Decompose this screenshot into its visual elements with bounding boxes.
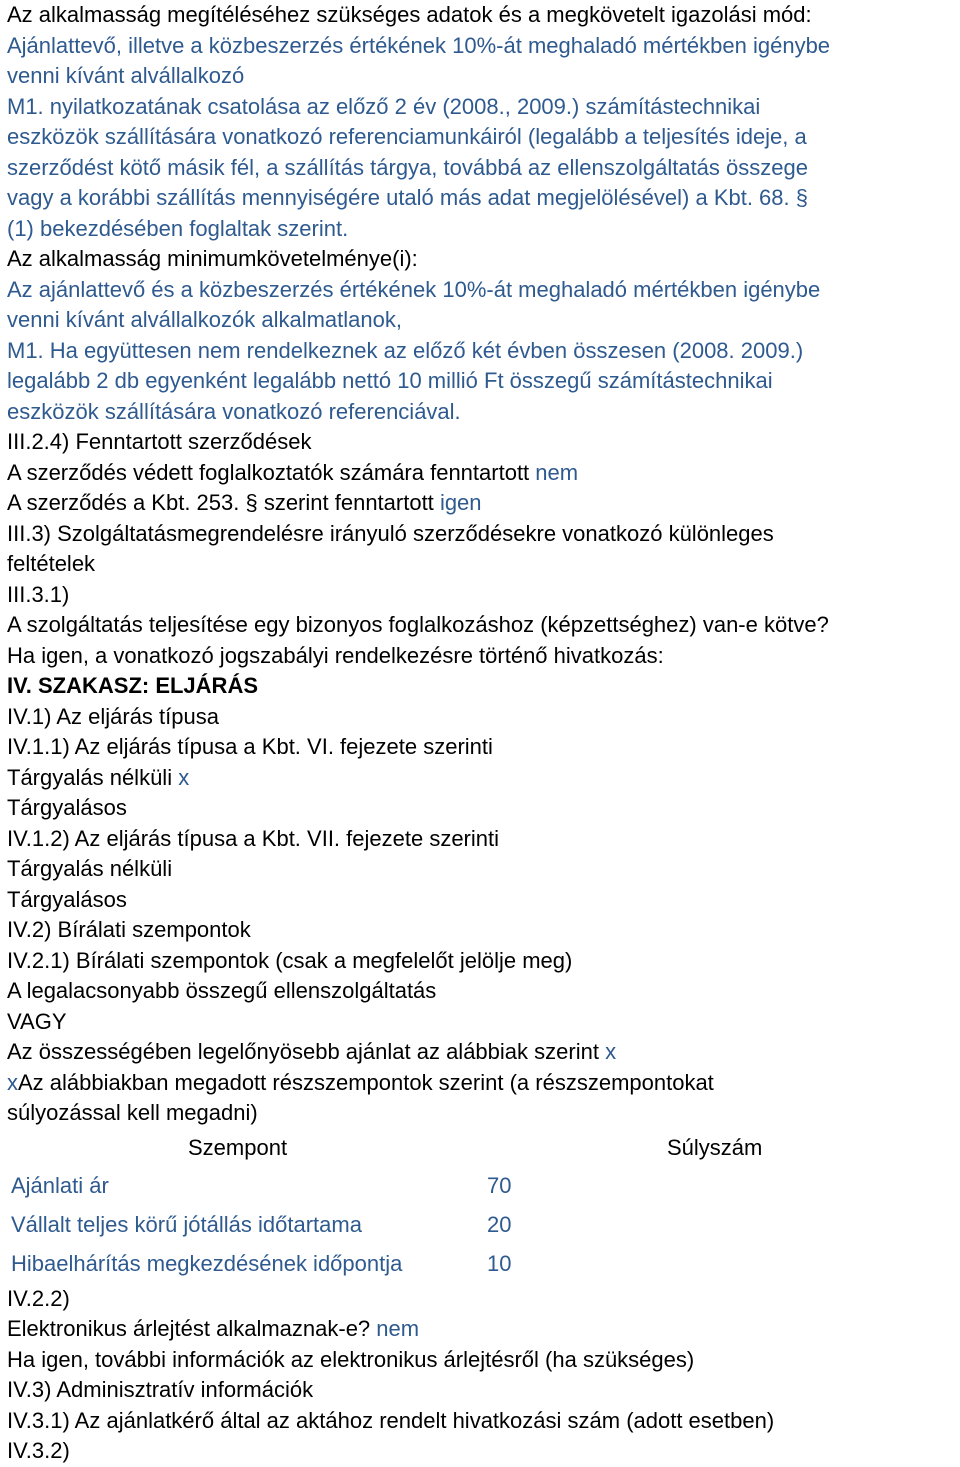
- criterion-name: Hibaelhárítás megkezdésének időpontja: [11, 1251, 403, 1276]
- auction-heading: IV.2.2): [7, 1285, 70, 1311]
- table-row: [7, 1206, 511, 1245]
- criterion-weight: 20: [487, 1212, 512, 1237]
- m1-requirement-line: szerződést kötő másik fél, a szállítás tárgya, továbbá az ellenszolgáltatás összege: [7, 154, 808, 180]
- table-row: [7, 1167, 511, 1206]
- criterion-weight: 70: [487, 1173, 512, 1198]
- min-requirement-line: eszközök szállítására vonatkozó referenciával.: [7, 398, 461, 424]
- admin-next: IV.3.2): [7, 1438, 70, 1463]
- procedure-section-title: IV. SZAKASZ: ELJÁRÁS: [7, 673, 259, 698]
- reserved-kbt-label: A szerződés a Kbt. 253. § szerint fenntartott: [7, 490, 434, 515]
- criteria-best-value: Az összességében legelőnyösebb ajánlat az alábbiak szerint: [7, 1039, 599, 1064]
- min-requirement-line: Az ajánlattevő és a közbeszerzés értékének 10%-át meghaladó mértékben igénybe: [7, 276, 821, 302]
- selected-mark: x: [178, 764, 190, 790]
- service-heading-line: III.3) Szolgáltatásmegrendelésre irányuló szerződésekre vonatkozó különleges: [7, 520, 774, 546]
- criterion-name: Vállalt teljes körű jótállás időtartama: [11, 1212, 362, 1237]
- eligibility-intro: Az alkalmasság megítéléséhez szükséges adatok és a megkövetelt igazolási mód:: [7, 2, 812, 27]
- service-subheading: III.3.1): [7, 581, 70, 607]
- criterion-weight: 10: [487, 1251, 512, 1276]
- procedure-ch6-option: Tárgyalásos: [7, 795, 127, 820]
- criteria-best-value-row: [7, 1037, 960, 1068]
- eligibility-subject-line: Ajánlattevő, illetve a közbeszerzés értékének 10%-át meghaladó mértékben igénybe: [7, 32, 831, 58]
- procedure-ch7-option: Tárgyalásos: [7, 886, 127, 912]
- procedure-ch6-heading: IV.1.1) Az eljárás típusa a Kbt. VI. fejezete szerinti: [7, 734, 493, 759]
- criteria-subheading: IV.2.1) Bírálati szempontok (csak a megfelelőt jelölje meg): [7, 947, 573, 973]
- min-requirement-label: Az alkalmasság minimumkövetelménye(i):: [7, 246, 418, 271]
- criteria-sub-line: súlyozással kell megadni): [7, 1100, 258, 1125]
- procedure-ch6-option: Tárgyalás nélküli: [7, 764, 173, 790]
- m1-requirement-line: vagy a korábbi szállítás mennyiségére utaló más adat megjelölésével) a Kbt. 68. §: [7, 185, 808, 210]
- m1-requirement-line: eszközök szállítására vonatkozó referenciamunkáiról (legalább a teljesítés ideje, a: [7, 124, 807, 149]
- m1-requirement-line: (1) bekezdésében foglaltak szerint.: [7, 215, 349, 241]
- criteria-heading: IV.2) Bírálati szempontok: [7, 917, 251, 942]
- service-reference: Ha igen, a vonatkozó jogszabályi rendelkezésre történő hivatkozás:: [7, 642, 664, 668]
- reserved-kbt-row: [7, 488, 960, 519]
- eligibility-subject-line: venni kívánt alvállalkozó: [7, 63, 245, 88]
- m1-requirement-line: M1. nyilatkozatának csatolása az előző 2 év (2008., 2009.) számítástechnikai: [7, 93, 761, 119]
- criteria-lowest-price: A legalacsonyabb összegű ellenszolgáltatás: [7, 978, 437, 1003]
- criteria-table-header: [7, 1131, 960, 1167]
- min-requirement-line: M1. Ha együttesen nem rendelkeznek az előző két évben összesen (2008. 2009.): [7, 337, 804, 363]
- min-requirement-line: venni kívánt alvállalkozók alkalmatlanok,: [7, 307, 402, 332]
- selected-mark: x: [605, 1039, 617, 1064]
- criteria-sub-row: [7, 1068, 960, 1099]
- procedure-type-heading: IV.1) Az eljárás típusa: [7, 703, 219, 729]
- procedure-ch7-heading: IV.1.2) Az eljárás típusa a Kbt. VII. fejezete szerinti: [7, 825, 500, 851]
- auction-info: Ha igen, további információk az elektronikus árlejtésről (ha szükséges): [7, 1346, 695, 1372]
- selected-mark: x: [7, 1069, 18, 1095]
- min-requirement-line: legalább 2 db egyenként legalább nettó 10 millió Ft összegű számítástechnikai: [7, 368, 773, 393]
- service-question: A szolgáltatás teljesítése egy bizonyos foglalkozáshoz (képzettséghez) van-e kötve?: [7, 612, 829, 637]
- criteria-table: [7, 1167, 511, 1284]
- column-header-weight: Súlyszám: [667, 1134, 763, 1160]
- reserved-protected-row: [7, 458, 960, 489]
- criterion-name: Ajánlati ár: [11, 1173, 109, 1198]
- auction-question: Elektronikus árlejtést alkalmaznak-e?: [7, 1316, 371, 1341]
- reserved-kbt-value: igen: [439, 490, 482, 515]
- reserved-heading: III.2.4) Fenntartott szerződések: [7, 429, 312, 454]
- criteria-sub-line: Az alábbiakban megadott részszempontok szerint (a részszempontokat: [18, 1069, 714, 1095]
- reserved-protected-label: A szerződés védett foglalkoztatók számára fenntartott: [7, 459, 530, 485]
- criteria-or: VAGY: [7, 1008, 67, 1034]
- admin-heading: IV.3) Adminisztratív információk: [7, 1377, 314, 1402]
- procedure-ch6-option-row: [7, 763, 960, 794]
- auction-question-row: [7, 1314, 960, 1345]
- column-header-criterion: Szempont: [188, 1134, 288, 1160]
- table-row: [7, 1245, 511, 1284]
- service-heading-line: feltételek: [7, 551, 96, 576]
- procedure-ch7-option: Tárgyalás nélküli: [7, 856, 173, 881]
- reserved-protected-value: nem: [535, 459, 579, 485]
- admin-ref-number: IV.3.1) Az ajánlatkérő által az aktához rendelt hivatkozási szám (adott esetben): [7, 1407, 775, 1433]
- auction-answer: nem: [376, 1316, 420, 1341]
